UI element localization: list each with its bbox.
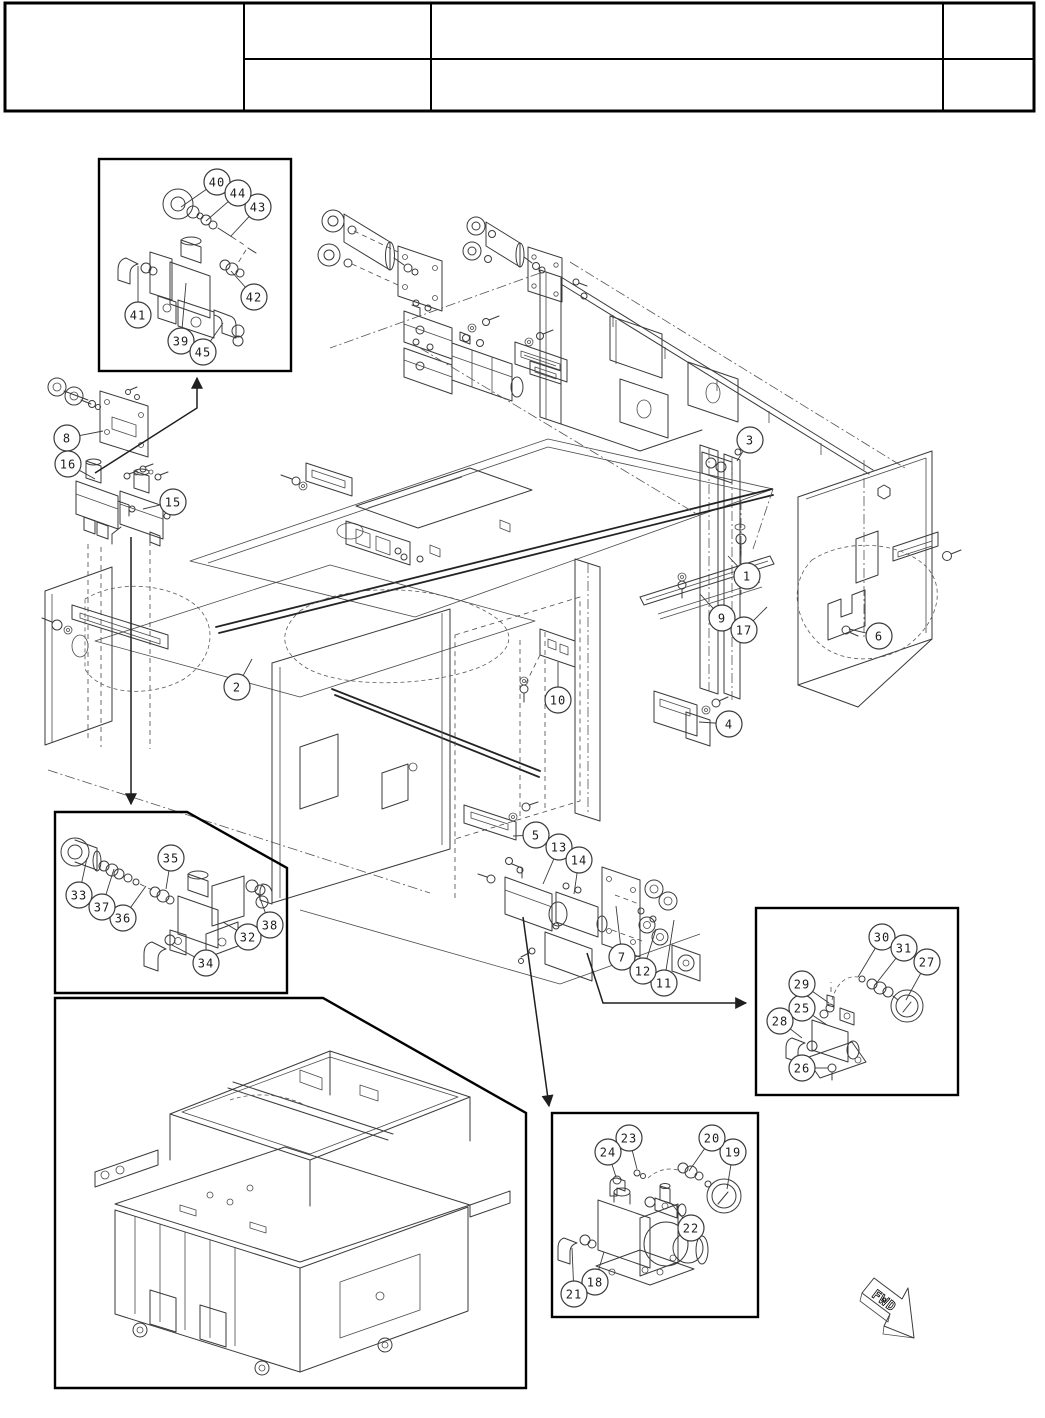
callout-12-number: 12 xyxy=(634,964,652,979)
callout-40-leader xyxy=(181,189,206,207)
callout-36-leader xyxy=(131,886,146,907)
detail-inset-25-31 xyxy=(756,908,958,1095)
callout-28-number: 28 xyxy=(771,1014,789,1029)
callout-25-number: 25 xyxy=(793,1001,811,1016)
callout-8 xyxy=(54,425,103,451)
bracket-10-and-screw-1 xyxy=(330,273,773,702)
callout-36-number: 36 xyxy=(114,911,132,926)
fwd-label: FWD xyxy=(868,1287,899,1316)
callout-30-number: 30 xyxy=(873,930,891,945)
callout-10 xyxy=(545,662,571,713)
callout-30 xyxy=(858,924,895,977)
callout-35-number: 35 xyxy=(162,851,180,866)
callout-2-leader xyxy=(243,659,252,676)
callout-7-leader xyxy=(616,906,620,944)
callout-1-number: 1 xyxy=(742,569,752,584)
callout-10-number: 10 xyxy=(549,693,567,708)
callout-45 xyxy=(190,323,223,365)
callout-16-leader xyxy=(79,470,95,479)
solenoid-valve-cluster-top xyxy=(404,300,567,401)
callout-4-number: 4 xyxy=(724,717,734,732)
callout-28-leader xyxy=(790,1029,802,1038)
callout-21-number: 21 xyxy=(565,1287,583,1302)
main-deck-plate xyxy=(190,439,773,683)
callout-12-leader xyxy=(647,929,656,959)
callout-35 xyxy=(158,845,184,889)
center-columns-and-brackets xyxy=(640,445,774,746)
valve-cluster-13-14 xyxy=(478,858,700,982)
callout-39-number: 39 xyxy=(172,334,190,349)
callout-31-number: 31 xyxy=(895,941,913,956)
callout-34-number: 34 xyxy=(197,956,215,971)
callout-32 xyxy=(223,922,261,950)
callout-20-number: 20 xyxy=(703,1131,721,1146)
callout-29-number: 29 xyxy=(793,977,811,992)
callout-9-leader xyxy=(700,594,713,608)
callout-33-leader xyxy=(82,858,87,882)
callout-24 xyxy=(595,1139,621,1177)
callout-38-number: 38 xyxy=(261,918,279,933)
callout-37-number: 37 xyxy=(93,900,111,915)
callout-15-number: 15 xyxy=(164,495,182,510)
detail-arrow-to-inset-39-45 xyxy=(95,378,197,473)
callout-43-leader xyxy=(231,217,249,236)
callout-27-number: 27 xyxy=(918,955,936,970)
callout-30-leader xyxy=(858,948,875,977)
callout-40 xyxy=(181,169,230,207)
callout-45-leader xyxy=(210,323,223,341)
callout-27-leader xyxy=(906,973,921,1000)
fwd-direction-arrow xyxy=(860,1278,914,1338)
callout-7 xyxy=(609,906,635,970)
callout-39-leader xyxy=(182,283,186,328)
callout-22 xyxy=(671,1203,704,1241)
callout-5-number: 5 xyxy=(531,828,541,843)
callout-25-leader xyxy=(813,1015,827,1025)
callout-17-number: 17 xyxy=(735,623,753,638)
callout-35-leader xyxy=(166,871,169,889)
callout-21-leader xyxy=(572,1248,573,1281)
callout-24-leader xyxy=(612,1164,616,1177)
callout-17 xyxy=(731,607,767,643)
cylinder-assembly-top xyxy=(318,210,442,311)
callout-23-number: 23 xyxy=(620,1131,638,1146)
callout-32-number: 32 xyxy=(239,930,257,945)
callout-20-leader xyxy=(689,1149,705,1171)
callout-19-number: 19 xyxy=(724,1145,742,1160)
callout-4-leader xyxy=(699,722,716,723)
rear-frame-rail xyxy=(530,262,905,483)
callout-33-number: 33 xyxy=(70,888,88,903)
callout-11-number: 11 xyxy=(655,976,673,991)
callout-34-leader xyxy=(172,945,195,957)
callout-44-number: 44 xyxy=(229,186,247,201)
callout-20 xyxy=(689,1125,725,1171)
callout-37 xyxy=(89,869,115,920)
callout-14-number: 14 xyxy=(570,853,588,868)
detail-inset-39-45 xyxy=(99,159,291,371)
callout-40-number: 40 xyxy=(208,175,226,190)
callout-18-number: 18 xyxy=(586,1275,604,1290)
callout-43-number: 43 xyxy=(249,200,267,215)
callout-1-leader xyxy=(728,556,738,567)
callout-25 xyxy=(789,995,827,1025)
callout-38 xyxy=(257,893,283,938)
callout-6 xyxy=(849,623,892,649)
callout-42-leader xyxy=(231,271,245,287)
callout-3 xyxy=(737,427,763,461)
callout-balloons xyxy=(54,169,940,1307)
callout-24-number: 24 xyxy=(599,1145,617,1160)
callout-31-leader xyxy=(875,958,896,985)
callout-45-number: 45 xyxy=(194,345,212,360)
callout-42 xyxy=(231,271,267,310)
callout-41-number: 41 xyxy=(129,308,147,323)
callout-17-leader xyxy=(753,607,767,621)
callout-41 xyxy=(125,266,151,328)
callout-34 xyxy=(172,945,219,976)
title-block xyxy=(5,3,1034,111)
callout-8-number: 8 xyxy=(62,431,72,446)
callout-2 xyxy=(224,659,252,700)
callout-6-number: 6 xyxy=(874,629,884,644)
front-panels xyxy=(272,559,700,984)
machine-overview-inset xyxy=(55,998,526,1388)
cylinder-assembly-second xyxy=(463,217,587,302)
callout-13-number: 13 xyxy=(550,840,568,855)
callout-13-leader xyxy=(543,859,554,884)
callout-9-number: 9 xyxy=(717,611,727,626)
callout-2-number: 2 xyxy=(232,680,242,695)
callout-22-number: 22 xyxy=(682,1221,700,1236)
right-side-panel xyxy=(797,451,961,707)
callout-15-leader xyxy=(143,505,160,509)
callout-7-number: 7 xyxy=(617,950,627,965)
callout-3-number: 3 xyxy=(745,433,755,448)
callout-5 xyxy=(513,822,549,848)
callout-44-leader xyxy=(206,202,228,221)
callout-4 xyxy=(699,711,742,737)
callout-16-number: 16 xyxy=(59,457,77,472)
callout-23-leader xyxy=(632,1151,637,1169)
callout-18-leader xyxy=(599,1252,604,1270)
callout-42-number: 42 xyxy=(245,290,263,305)
callout-26-number: 26 xyxy=(793,1061,811,1076)
